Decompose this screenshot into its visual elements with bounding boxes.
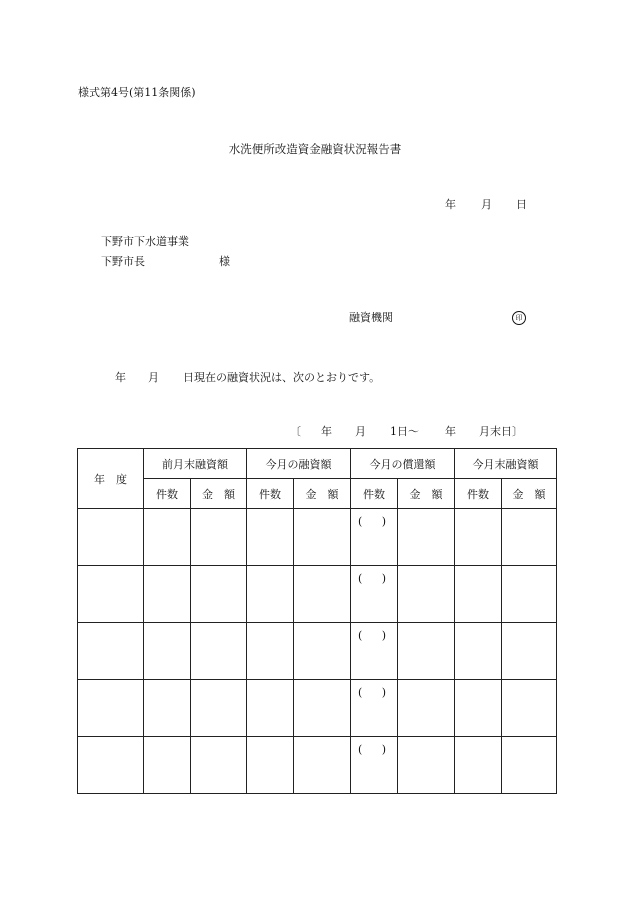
count-cell[interactable] — [247, 737, 294, 794]
group-header-this-month-end-balance: 今月末融資額 — [455, 449, 557, 479]
count-cell[interactable] — [247, 623, 294, 680]
amount-cell[interactable] — [502, 566, 557, 623]
amount-cell[interactable] — [191, 509, 247, 566]
count-cell[interactable] — [144, 566, 191, 623]
paren-close: ) — [381, 686, 386, 699]
count-cell[interactable] — [455, 566, 502, 623]
period-year1-label: 年 — [321, 425, 332, 438]
amount-header: 金 額 — [398, 479, 455, 509]
count-header: 件数 — [144, 479, 191, 509]
repayment-count-cell[interactable] — [351, 737, 398, 794]
seal-mark: 印 — [512, 311, 526, 325]
paren-open: ( — [358, 572, 363, 585]
count-cell[interactable] — [247, 566, 294, 623]
amount-cell[interactable] — [398, 623, 455, 680]
financing-status-table — [77, 448, 557, 794]
count-cell[interactable] — [247, 680, 294, 737]
parenthesis-pair — [358, 629, 386, 642]
amount-cell[interactable] — [191, 680, 247, 737]
date-day-label: 日 — [516, 198, 527, 211]
group-header-this-month-loans: 今月の融資額 — [247, 449, 351, 479]
amount-cell[interactable] — [294, 509, 351, 566]
document-title: 水洗便所改造資金融資状況報告書 — [228, 142, 402, 156]
table-row — [78, 737, 557, 794]
amount-cell[interactable] — [294, 623, 351, 680]
fiscal-year-cell[interactable] — [78, 737, 144, 794]
date-month-label: 月 — [481, 198, 492, 211]
amount-cell[interactable] — [191, 623, 247, 680]
paren-close: ) — [381, 743, 386, 756]
amount-cell[interactable] — [502, 623, 557, 680]
period-year2-label: 年 — [445, 425, 456, 438]
statement-year-label: 年 — [115, 371, 126, 384]
amount-header: 金 額 — [191, 479, 247, 509]
fiscal-year-cell[interactable] — [78, 623, 144, 680]
paren-open: ( — [358, 743, 363, 756]
paren-close: ) — [381, 629, 386, 642]
date-year-label: 年 — [445, 198, 456, 211]
repayment-count-cell[interactable] — [351, 623, 398, 680]
repayment-count-cell[interactable] — [351, 566, 398, 623]
count-cell[interactable] — [144, 737, 191, 794]
repayment-count-cell[interactable] — [351, 680, 398, 737]
amount-header: 金 額 — [502, 479, 557, 509]
paren-open: ( — [358, 629, 363, 642]
table-row — [78, 509, 557, 566]
count-cell[interactable] — [455, 680, 502, 737]
amount-cell[interactable] — [398, 680, 455, 737]
amount-cell[interactable] — [294, 680, 351, 737]
amount-header: 金 額 — [294, 479, 351, 509]
count-cell[interactable] — [455, 623, 502, 680]
count-cell[interactable] — [247, 509, 294, 566]
paren-close: ) — [381, 515, 386, 528]
statement-month-label: 月 — [148, 371, 159, 384]
amount-cell[interactable] — [191, 737, 247, 794]
form-number: 様式第4号(第11条関係) — [78, 86, 196, 99]
period-end-label: 月末日〕 — [479, 425, 523, 438]
parenthesis-pair — [358, 686, 386, 699]
period-day1-label: 1日〜 — [390, 425, 419, 438]
amount-cell[interactable] — [398, 737, 455, 794]
count-header: 件数 — [351, 479, 398, 509]
amount-cell[interactable] — [294, 737, 351, 794]
addressee-person: 下野市長 — [101, 255, 145, 268]
count-cell[interactable] — [144, 509, 191, 566]
count-header: 件数 — [247, 479, 294, 509]
paren-close: ) — [381, 572, 386, 585]
count-cell[interactable] — [455, 509, 502, 566]
addressee-organization: 下野市下水道事業 — [101, 235, 189, 248]
count-cell[interactable] — [144, 623, 191, 680]
table-row — [78, 680, 557, 737]
amount-cell[interactable] — [502, 680, 557, 737]
period-month1-label: 月 — [355, 425, 366, 438]
amount-cell[interactable] — [294, 566, 351, 623]
amount-cell[interactable] — [191, 566, 247, 623]
period-open-bracket: 〔 — [290, 425, 301, 438]
paren-open: ( — [358, 686, 363, 699]
fiscal-year-cell[interactable] — [78, 509, 144, 566]
amount-cell[interactable] — [502, 737, 557, 794]
amount-cell[interactable] — [502, 509, 557, 566]
paren-open: ( — [358, 515, 363, 528]
amount-cell[interactable] — [398, 509, 455, 566]
table-row — [78, 566, 557, 623]
table-row — [78, 623, 557, 680]
fiscal-year-cell[interactable] — [78, 680, 144, 737]
addressee-honorific: 様 — [219, 255, 230, 268]
parenthesis-pair — [358, 515, 386, 528]
count-header: 件数 — [455, 479, 502, 509]
financial-institution-label: 融資機関 — [349, 311, 393, 324]
count-cell[interactable] — [455, 737, 502, 794]
fiscal-year-header: 年 度 — [78, 449, 144, 509]
statement-text: 日現在の融資状況は、次のとおりです。 — [183, 371, 381, 384]
group-header-this-month-repayments: 今月の償還額 — [351, 449, 455, 479]
parenthesis-pair — [358, 572, 386, 585]
count-cell[interactable] — [144, 680, 191, 737]
amount-cell[interactable] — [398, 566, 455, 623]
repayment-count-cell[interactable] — [351, 509, 398, 566]
fiscal-year-cell[interactable] — [78, 566, 144, 623]
parenthesis-pair — [358, 743, 386, 756]
group-header-prev-month-balance: 前月末融資額 — [144, 449, 247, 479]
